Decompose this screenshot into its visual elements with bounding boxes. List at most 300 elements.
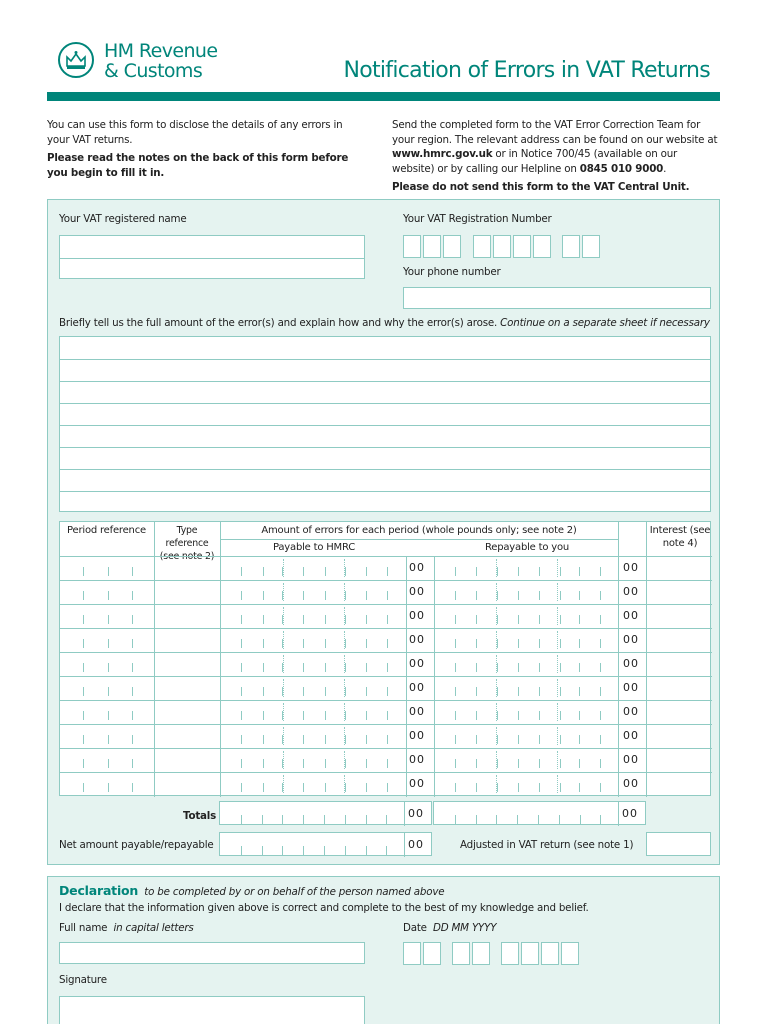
period-tick <box>108 687 109 696</box>
repayable-tick <box>560 639 561 648</box>
payable-tick <box>387 711 388 720</box>
amount-tick <box>262 846 263 855</box>
payable-pence: 00 <box>409 777 425 790</box>
col-header-type: Type reference <box>165 525 209 549</box>
repayable-tick <box>579 567 580 576</box>
col-header-payable: Payable to HMRC <box>272 542 355 553</box>
repayable-tick <box>497 687 498 696</box>
repayable-tick <box>455 639 456 648</box>
repayable-tick <box>497 735 498 744</box>
crown-icon <box>58 42 94 78</box>
thousands-separator <box>283 559 284 577</box>
payable-tick <box>387 567 388 576</box>
hmrc-website-link[interactable]: www.hmrc.gov.uk <box>392 148 493 160</box>
repayable-tick <box>579 783 580 792</box>
logo-line-2: & Customs <box>104 60 203 82</box>
vat-digit-box[interactable] <box>562 235 580 258</box>
payable-tick <box>345 735 346 744</box>
logo-line-1: HM Revenue <box>104 40 218 62</box>
repayable-tick <box>579 639 580 648</box>
payable-tick <box>325 783 326 792</box>
repayable-tick <box>600 735 601 744</box>
period-tick <box>108 759 109 768</box>
payable-tick <box>325 711 326 720</box>
declaration-heading-row <box>59 883 444 898</box>
payable-tick <box>263 615 264 624</box>
table-row-divider <box>60 748 712 749</box>
declaration-statement: I declare that the information given above is correct and complete to the best of my knowledge and belief. <box>59 902 589 914</box>
explanation-rule <box>60 381 710 382</box>
vat-digit-box[interactable] <box>582 235 600 258</box>
repayable-tick <box>497 639 498 648</box>
payable-tick <box>366 591 367 600</box>
repayable-tick <box>579 591 580 600</box>
repayable-pence: 00 <box>623 681 639 694</box>
period-tick <box>108 783 109 792</box>
table-column-divider <box>618 522 619 797</box>
repayable-tick <box>579 759 580 768</box>
repayable-tick <box>455 615 456 624</box>
repayable-tick <box>579 711 580 720</box>
table-row-divider <box>60 700 712 701</box>
date-digit-box[interactable] <box>521 942 539 965</box>
repayable-tick <box>539 663 540 672</box>
repayable-tick <box>560 591 561 600</box>
date-label: Date DD MM YYYY <box>403 922 497 934</box>
amount-tick <box>324 846 325 855</box>
repayable-pence: 00 <box>623 777 639 790</box>
repayable-tick <box>600 615 601 624</box>
amount-tick <box>496 815 497 824</box>
net-payable-field[interactable] <box>219 832 432 856</box>
repayable-tick <box>497 567 498 576</box>
repayable-tick <box>518 687 519 696</box>
payable-tick <box>366 759 367 768</box>
payable-tick <box>263 783 264 792</box>
payable-tick <box>345 567 346 576</box>
payable-tick <box>303 783 304 792</box>
thousands-separator <box>557 655 558 673</box>
table-row-divider <box>60 604 712 605</box>
pence-divider <box>618 802 619 826</box>
amount-tick <box>538 815 539 824</box>
repayable-pence: 00 <box>623 633 639 646</box>
signature-label: Signature <box>59 974 107 986</box>
thousands-separator <box>344 607 345 625</box>
payable-tick <box>263 567 264 576</box>
period-tick <box>83 639 84 648</box>
page-title: Notification of Errors in VAT Returns <box>343 58 710 83</box>
period-tick <box>108 615 109 624</box>
thousands-separator <box>496 583 497 601</box>
repayable-tick <box>560 615 561 624</box>
adjusted-field[interactable] <box>646 832 711 856</box>
thousands-separator <box>344 583 345 601</box>
amount-tick <box>386 815 387 824</box>
thousands-separator <box>496 607 497 625</box>
repayable-tick <box>560 735 561 744</box>
payable-tick <box>366 663 367 672</box>
date-digit-box[interactable] <box>423 942 441 965</box>
payable-tick <box>303 711 304 720</box>
vat-digit-box[interactable] <box>513 235 531 258</box>
repayable-pence: 00 <box>623 729 639 742</box>
period-tick <box>108 663 109 672</box>
declaration-heading: Declaration <box>59 883 139 898</box>
repayable-tick <box>539 591 540 600</box>
payable-tick <box>241 567 242 576</box>
repayable-tick <box>560 687 561 696</box>
payable-tick <box>325 567 326 576</box>
fullname-field[interactable] <box>59 942 365 964</box>
payable-tick <box>325 735 326 744</box>
thousands-separator <box>344 703 345 721</box>
intro-central-unit-warning: Please do not send this form to the VAT Central Unit. <box>392 181 690 193</box>
payable-tick <box>241 615 242 624</box>
date-digit-box[interactable] <box>501 942 519 965</box>
table-row-divider <box>60 724 712 725</box>
date-digit-box[interactable] <box>541 942 559 965</box>
repayable-tick <box>476 711 477 720</box>
period-tick <box>108 567 109 576</box>
repayable-tick <box>539 567 540 576</box>
amount-tick <box>600 815 601 824</box>
amount-tick <box>366 815 367 824</box>
repayable-tick <box>600 591 601 600</box>
payable-tick <box>387 759 388 768</box>
col-header-interest: Interest (see note 4) <box>649 525 711 549</box>
payable-tick <box>241 735 242 744</box>
payable-tick <box>325 615 326 624</box>
thousands-separator <box>283 631 284 649</box>
amount-tick <box>282 846 283 855</box>
vat-digit-box[interactable] <box>533 235 551 258</box>
period-tick <box>108 591 109 600</box>
repayable-tick <box>455 783 456 792</box>
table-row-divider <box>60 772 712 773</box>
repayable-tick <box>600 639 601 648</box>
repayable-tick <box>539 711 540 720</box>
fullname-label: Full name in capital letters <box>59 922 194 934</box>
table-row-divider <box>60 676 712 677</box>
payable-pence: 00 <box>409 585 425 598</box>
repayable-tick <box>476 687 477 696</box>
repayable-tick <box>600 783 601 792</box>
period-tick <box>132 783 133 792</box>
amount-tick <box>303 846 304 855</box>
amount-tick <box>303 815 304 824</box>
thousands-separator <box>344 679 345 697</box>
repayable-tick <box>600 759 601 768</box>
period-tick <box>132 711 133 720</box>
repayable-tick <box>476 639 477 648</box>
repayable-tick <box>476 759 477 768</box>
repayable-tick <box>600 663 601 672</box>
repayable-tick <box>476 591 477 600</box>
amount-tick <box>241 846 242 855</box>
vat-digit-box[interactable] <box>403 235 421 258</box>
repayable-tick <box>476 663 477 672</box>
repayable-tick <box>560 567 561 576</box>
period-tick <box>108 735 109 744</box>
thousands-separator <box>557 607 558 625</box>
repayable-tick <box>497 759 498 768</box>
thousands-separator <box>557 559 558 577</box>
repayable-tick <box>539 735 540 744</box>
repayable-tick <box>455 711 456 720</box>
payable-pence: 00 <box>409 753 425 766</box>
payable-tick <box>366 687 367 696</box>
table-column-divider <box>220 522 221 797</box>
payable-tick <box>241 663 242 672</box>
header-divider <box>47 92 720 101</box>
payable-tick <box>241 639 242 648</box>
payable-pence: 00 <box>409 633 425 646</box>
explanation-rule <box>60 491 710 492</box>
repayable-tick <box>600 711 601 720</box>
repayable-tick <box>455 663 456 672</box>
payable-tick <box>303 663 304 672</box>
intro-right <box>392 118 722 195</box>
repayable-tick <box>579 735 580 744</box>
repayable-tick <box>476 567 477 576</box>
repayable-tick <box>455 687 456 696</box>
period-tick <box>83 663 84 672</box>
payable-tick <box>303 687 304 696</box>
repayable-pence: 00 <box>623 657 639 670</box>
payable-tick <box>366 711 367 720</box>
payable-tick <box>263 711 264 720</box>
payable-tick <box>325 759 326 768</box>
payable-tick <box>303 591 304 600</box>
payable-tick <box>325 663 326 672</box>
brand-logo-text <box>104 41 217 81</box>
date-digit-box[interactable] <box>472 942 490 965</box>
repayable-tick <box>539 615 540 624</box>
net-payable-pence: 00 <box>408 838 424 851</box>
thousands-separator <box>557 775 558 793</box>
payable-tick <box>263 735 264 744</box>
thousands-separator <box>557 583 558 601</box>
period-tick <box>132 615 133 624</box>
repayable-tick <box>539 759 540 768</box>
thousands-separator <box>557 631 558 649</box>
repayable-tick <box>579 615 580 624</box>
amount-tick <box>517 815 518 824</box>
explanation-rule <box>60 425 710 426</box>
vat-digit-box[interactable] <box>473 235 491 258</box>
pence-divider <box>404 833 405 857</box>
adjusted-label: Adjusted in VAT return (see note 1) <box>460 839 634 851</box>
thousands-separator <box>496 655 497 673</box>
vat-name-field[interactable] <box>59 235 365 279</box>
intro-send-text: Send the completed form to the VAT Error Correction Team for your region. The relevant address can be found on our website at www.hmrc.gov.uk or in Notice 700/45 (available on our website) or by calling our Helpline on 0845 010 9000. <box>392 119 718 175</box>
repayable-tick <box>518 615 519 624</box>
payable-tick <box>325 687 326 696</box>
amount-tick <box>345 846 346 855</box>
period-tick <box>132 735 133 744</box>
period-tick <box>132 759 133 768</box>
repayable-tick <box>560 663 561 672</box>
repayable-tick <box>560 711 561 720</box>
date-digit-box[interactable] <box>452 942 470 965</box>
net-amount-label: Net amount payable/repayable <box>59 839 214 851</box>
payable-tick <box>263 663 264 672</box>
explanation-rule <box>60 359 710 360</box>
amount-tick <box>580 815 581 824</box>
payable-pence: 00 <box>409 561 425 574</box>
phone-label: Your phone number <box>403 266 501 278</box>
repayable-pence: 00 <box>623 561 639 574</box>
date-digit-box[interactable] <box>561 942 579 965</box>
payable-tick <box>303 615 304 624</box>
payable-tick <box>366 639 367 648</box>
table-column-divider <box>154 522 155 797</box>
thousands-separator <box>283 583 284 601</box>
amount-tick <box>455 815 456 824</box>
thousands-separator <box>283 751 284 769</box>
thousands-separator <box>283 703 284 721</box>
repayable-pence: 00 <box>623 753 639 766</box>
repayable-tick <box>476 615 477 624</box>
repayable-tick <box>518 567 519 576</box>
payable-tick <box>387 639 388 648</box>
payable-tick <box>345 711 346 720</box>
phone-field[interactable] <box>403 287 711 309</box>
repayable-tick <box>476 783 477 792</box>
thousands-separator <box>496 751 497 769</box>
pence-divider <box>404 802 405 826</box>
col-header-period: Period reference <box>67 525 146 536</box>
errors-table <box>59 521 711 796</box>
repayable-tick <box>539 639 540 648</box>
repayable-tick <box>539 687 540 696</box>
repayable-pence: 00 <box>623 585 639 598</box>
table-row-divider <box>60 580 712 581</box>
thousands-separator <box>557 751 558 769</box>
period-tick <box>83 591 84 600</box>
amount-tick <box>324 815 325 824</box>
thousands-separator <box>344 655 345 673</box>
thousands-separator <box>344 775 345 793</box>
payable-tick <box>366 735 367 744</box>
payable-tick <box>241 783 242 792</box>
explanation-rule <box>60 403 710 404</box>
payable-tick <box>241 591 242 600</box>
repayable-tick <box>579 687 580 696</box>
period-tick <box>132 663 133 672</box>
table-header-divider <box>220 539 618 540</box>
payable-tick <box>345 639 346 648</box>
repayable-tick <box>539 783 540 792</box>
period-tick <box>83 687 84 696</box>
totals-payable-field[interactable] <box>219 801 432 825</box>
vat-digit-box[interactable] <box>423 235 441 258</box>
thousands-separator <box>344 751 345 769</box>
thousands-separator <box>557 703 558 721</box>
signature-field[interactable] <box>59 996 365 1024</box>
payable-tick <box>387 591 388 600</box>
payable-tick <box>387 687 388 696</box>
repayable-tick <box>497 663 498 672</box>
totals-payable-pence: 00 <box>408 807 424 820</box>
payable-tick <box>325 591 326 600</box>
payable-pence: 00 <box>409 657 425 670</box>
intro-left <box>47 118 352 180</box>
payable-tick <box>345 783 346 792</box>
payable-tick <box>387 735 388 744</box>
thousands-separator <box>496 631 497 649</box>
period-tick <box>108 639 109 648</box>
helpline-number: 0845 010 9000 <box>579 162 664 175</box>
repayable-pence: 00 <box>623 705 639 718</box>
totals-label: Totals <box>183 810 217 822</box>
amount-tick <box>386 846 387 855</box>
amount-tick <box>241 815 242 824</box>
intro-read-notes-text: Please read the notes on the back of this form before you begin to fill it in. <box>47 152 349 179</box>
totals-repayable-pence: 00 <box>622 807 638 820</box>
thousands-separator <box>496 775 497 793</box>
payable-tick <box>345 663 346 672</box>
payable-tick <box>263 759 264 768</box>
repayable-tick <box>560 759 561 768</box>
payable-tick <box>345 591 346 600</box>
repayable-tick <box>455 591 456 600</box>
repayable-tick <box>579 663 580 672</box>
period-tick <box>83 759 84 768</box>
payable-tick <box>387 615 388 624</box>
date-digit-box[interactable] <box>403 942 421 965</box>
thousands-separator <box>496 703 497 721</box>
repayable-tick <box>518 663 519 672</box>
vat-digit-box[interactable] <box>493 235 511 258</box>
repayable-tick <box>497 783 498 792</box>
repayable-tick <box>518 759 519 768</box>
period-tick <box>83 711 84 720</box>
amount-tick <box>366 846 367 855</box>
repayable-tick <box>455 735 456 744</box>
repayable-tick <box>497 711 498 720</box>
payable-pence: 00 <box>409 729 425 742</box>
payable-tick <box>345 687 346 696</box>
period-tick <box>83 735 84 744</box>
period-tick <box>132 687 133 696</box>
thousands-separator <box>283 607 284 625</box>
amount-tick <box>476 815 477 824</box>
repayable-tick <box>518 711 519 720</box>
amount-tick <box>282 815 283 824</box>
vat-name-label: Your VAT registered name <box>59 213 187 225</box>
thousands-separator <box>496 679 497 697</box>
period-tick <box>108 711 109 720</box>
explain-label: Briefly tell us the full amount of the error(s) and explain how and why the error(s) arose. Continue on a separate sheet if necessary <box>59 317 710 329</box>
repayable-tick <box>455 759 456 768</box>
explanation-field[interactable] <box>59 336 711 512</box>
table-column-divider <box>646 522 647 797</box>
col-header-amount: Amount of errors for each period (whole pounds only; see note 2) <box>261 525 577 536</box>
repayable-tick <box>518 591 519 600</box>
payable-tick <box>241 711 242 720</box>
payable-tick <box>303 639 304 648</box>
vat-digit-box[interactable] <box>443 235 461 258</box>
thousands-separator <box>283 775 284 793</box>
payable-tick <box>263 639 264 648</box>
table-row-divider <box>60 628 712 629</box>
repayable-tick <box>600 687 601 696</box>
amount-tick <box>559 815 560 824</box>
totals-repayable-field[interactable] <box>433 801 646 825</box>
period-tick <box>132 639 133 648</box>
